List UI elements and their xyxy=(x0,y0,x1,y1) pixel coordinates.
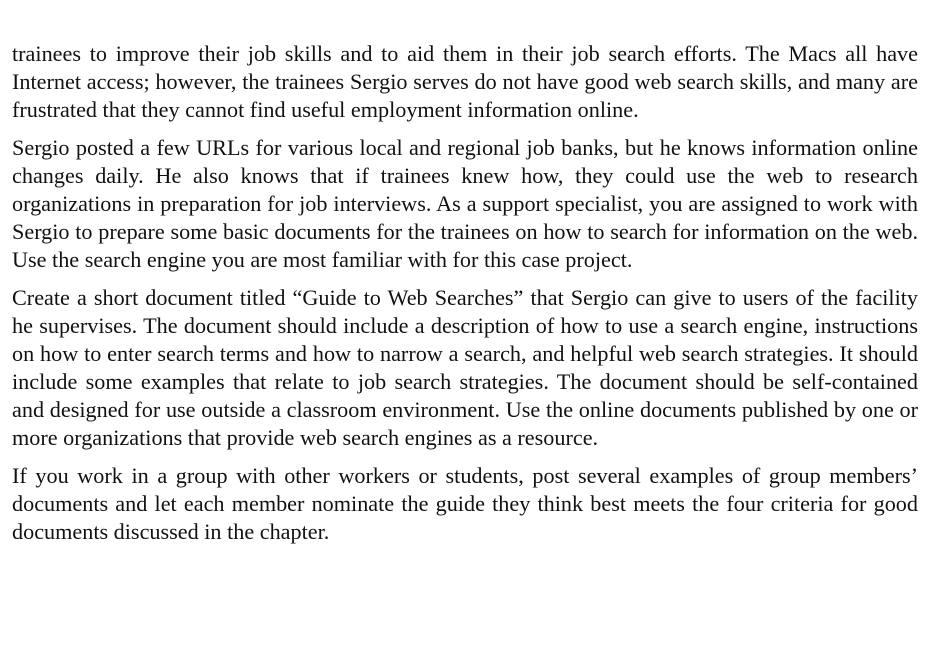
paragraph-trainees: trainees to improve their job skills and to aid them in their job search efforts. The Macs all have Internet access; however, the trainees Sergio serves do not have good web search skills, and many are frustrated that they cannot find useful employment information online. xyxy=(12,41,918,122)
document-body xyxy=(12,40,918,556)
paragraph-group-work: If you work in a group with other workers or students, post several examples of group members’ documents and let each member nominate the guide they think best meets the four criteria for good documents discussed in the chapter. xyxy=(12,463,918,544)
paragraph-guide-to-web-searches: Create a short document titled “Guide to Web Searches” that Sergio can give to users of the facility he supervises. The document should include a description of how to use a search engine, instructions on how to enter search terms and how to narrow a search, and helpful web search strategies. It should include some examples that relate to job search strategies. The document should be self-contained and designed for use outside a classroom environment. Use the online documents published by one or more organizations that provide web search engines as a resource. xyxy=(12,285,918,450)
paragraph-sergio-urls: Sergio posted a few URLs for various local and regional job banks, but he knows information online changes daily. He also knows that if trainees knew how, they could use the web to research organizations in preparation for job interviews. As a support specialist, you are assigned to work with Sergio to prepare some basic documents for the trainees on how to search for information on the web. Use the search engine you are most familiar with for this case project. xyxy=(12,135,918,272)
